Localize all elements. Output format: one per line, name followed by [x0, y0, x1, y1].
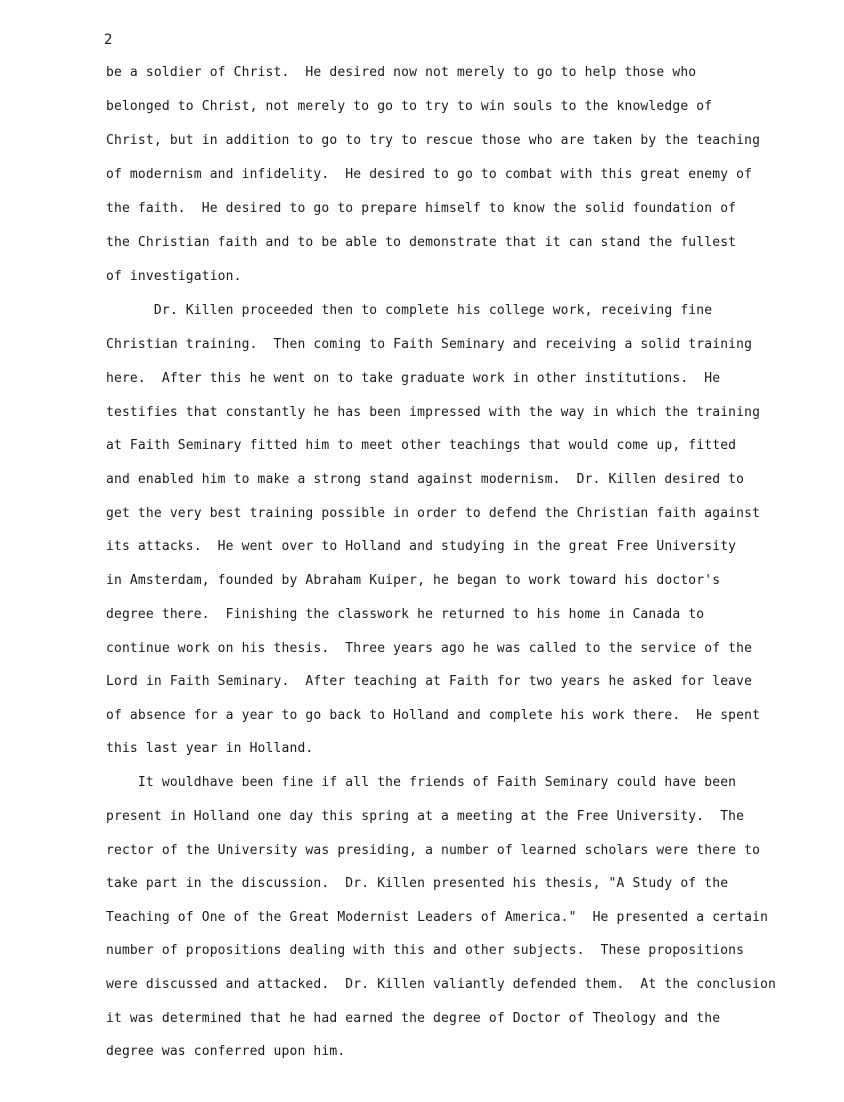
- text-line: here. After this he went on to take graduate work in other institutions. He: [106, 371, 721, 386]
- text-line: were discussed and attacked. Dr. Killen valiantly defended them. At the conclusion: [106, 977, 777, 992]
- text-line: present in Holland one day this spring at a meeting at the Free University. The: [106, 809, 745, 824]
- text-line: It wouldhave been fine if all the friends of Faith Seminary could have been: [106, 775, 737, 790]
- text-line: testifies that constantly he has been impressed with the way in which the training: [106, 405, 761, 420]
- text-line: be a soldier of Christ. He desired now not merely to go to help those who: [106, 65, 697, 80]
- text-line: rector of the University was presiding, a number of learned scholars were there to: [106, 843, 761, 858]
- text-line: take part in the discussion. Dr. Killen presented his thesis, "A Study of the: [106, 876, 729, 891]
- text-line: this last year in Holland.: [106, 741, 314, 756]
- text-line: number of propositions dealing with this and other subjects. These propositions: [106, 943, 745, 958]
- text-line: degree was conferred upon him.: [106, 1044, 346, 1059]
- text-line: it was determined that he had earned the degree of Doctor of Theology and the: [106, 1011, 721, 1026]
- text-line: Christ, but in addition to go to try to rescue those who are taken by the teaching: [106, 133, 761, 148]
- text-line: the Christian faith and to be able to demonstrate that it can stand the fullest: [106, 235, 737, 250]
- text-line: Dr. Killen proceeded then to complete his college work, receiving fine: [106, 303, 713, 318]
- text-line: at Faith Seminary fitted him to meet other teachings that would come up, fitted: [106, 438, 737, 453]
- text-line: in Amsterdam, founded by Abraham Kuiper, he began to work toward his doctor's: [106, 573, 721, 588]
- text-line: Lord in Faith Seminary. After teaching at Faith for two years he asked for leave: [106, 674, 753, 689]
- page-number: 2: [104, 32, 113, 48]
- text-line: of investigation.: [106, 269, 242, 284]
- text-line: of modernism and infidelity. He desired to go to combat with this great enemy of: [106, 167, 753, 182]
- text-line: its attacks. He went over to Holland and studying in the great Free University: [106, 539, 737, 554]
- text-line: belonged to Christ, not merely to go to try to win souls to the knowledge of: [106, 99, 713, 114]
- text-line: and enabled him to make a strong stand against modernism. Dr. Killen desired to: [106, 472, 745, 487]
- text-line: get the very best training possible in order to defend the Christian faith against: [106, 506, 761, 521]
- text-line: continue work on his thesis. Three years ago he was called to the service of the: [106, 641, 753, 656]
- text-line: Teaching of One of the Great Modernist Leaders of America." He presented a certain: [106, 910, 769, 925]
- text-line: degree there. Finishing the classwork he returned to his home in Canada to: [106, 607, 705, 622]
- text-line: of absence for a year to go back to Holland and complete his work there. He spent: [106, 708, 761, 723]
- text-line: Christian training. Then coming to Faith Seminary and receiving a solid training: [106, 337, 753, 352]
- text-line: the faith. He desired to go to prepare himself to know the solid foundation of: [106, 201, 737, 216]
